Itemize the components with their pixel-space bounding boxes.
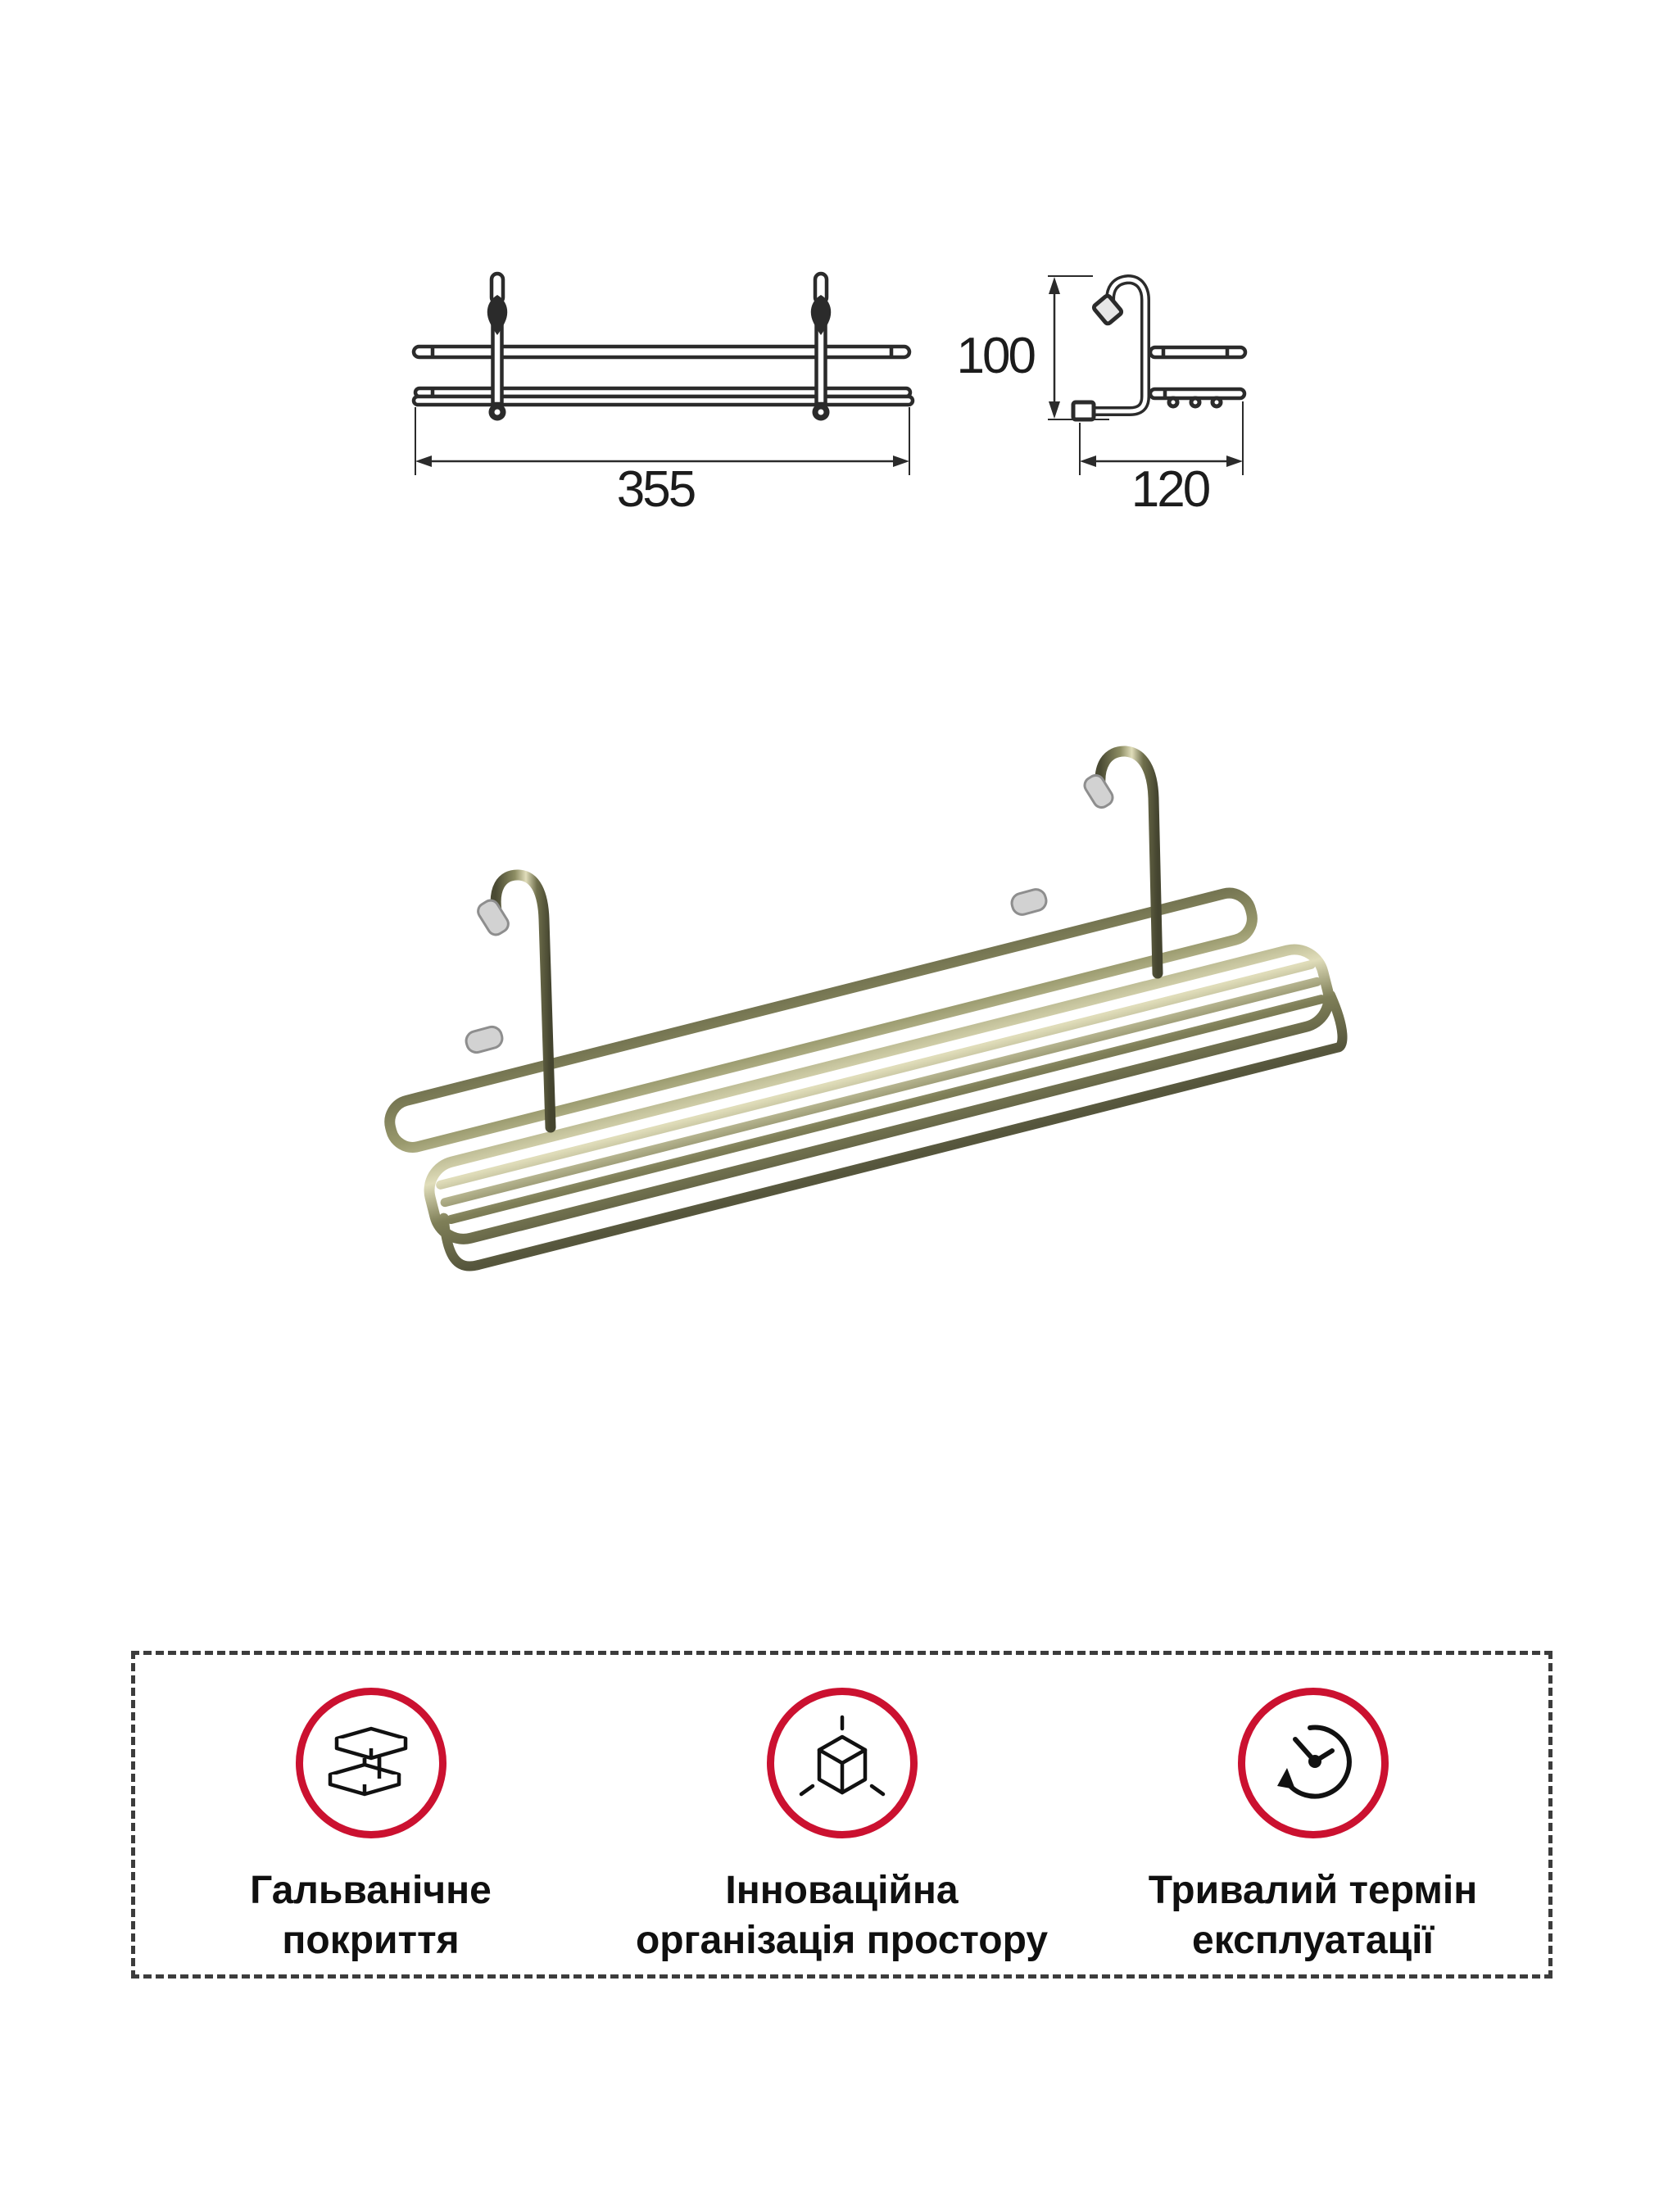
features-panel bbox=[131, 1651, 1552, 1979]
feature-label-line1: Інноваційна bbox=[725, 1869, 959, 1912]
side-height-dimension bbox=[957, 276, 1109, 419]
feature-galvanic-coating bbox=[135, 1655, 606, 1966]
feature-label-line2: покриття bbox=[282, 1918, 460, 1962]
feature-label bbox=[250, 1866, 492, 1966]
right-hook bbox=[1100, 751, 1158, 973]
feature-label bbox=[1149, 1866, 1477, 1966]
feature-label bbox=[636, 1866, 1048, 1966]
feature-space-organization bbox=[606, 1655, 1077, 1966]
feature-label-line1: Тривалий термін bbox=[1148, 1869, 1478, 1912]
feature-label-line1: Гальванічне bbox=[250, 1869, 492, 1912]
feature-label-line2: експлуатації bbox=[1192, 1918, 1434, 1962]
feature-label-line2: організація простору bbox=[635, 1918, 1049, 1962]
front-width-label: 355 bbox=[616, 461, 695, 518]
feature-long-service-life bbox=[1077, 1655, 1548, 1966]
feature-badge bbox=[767, 1688, 918, 1838]
product-photo bbox=[311, 713, 1360, 1688]
side-view-rails bbox=[1150, 347, 1245, 406]
hook-caps bbox=[464, 773, 1115, 1055]
technical-drawing bbox=[0, 0, 1659, 647]
steel-beam-icon bbox=[322, 1714, 420, 1812]
feature-badge bbox=[1238, 1688, 1389, 1838]
front-width-dimension bbox=[415, 407, 909, 518]
side-height-label: 100 bbox=[956, 328, 1034, 384]
side-view-hook bbox=[1073, 279, 1145, 419]
shelf-frame bbox=[385, 874, 1346, 1278]
front-view bbox=[414, 347, 913, 405]
side-depth-label: 120 bbox=[1131, 461, 1209, 518]
cube-3d-icon bbox=[793, 1714, 891, 1812]
clock-rotation-icon bbox=[1264, 1714, 1362, 1812]
feature-badge bbox=[296, 1688, 446, 1838]
